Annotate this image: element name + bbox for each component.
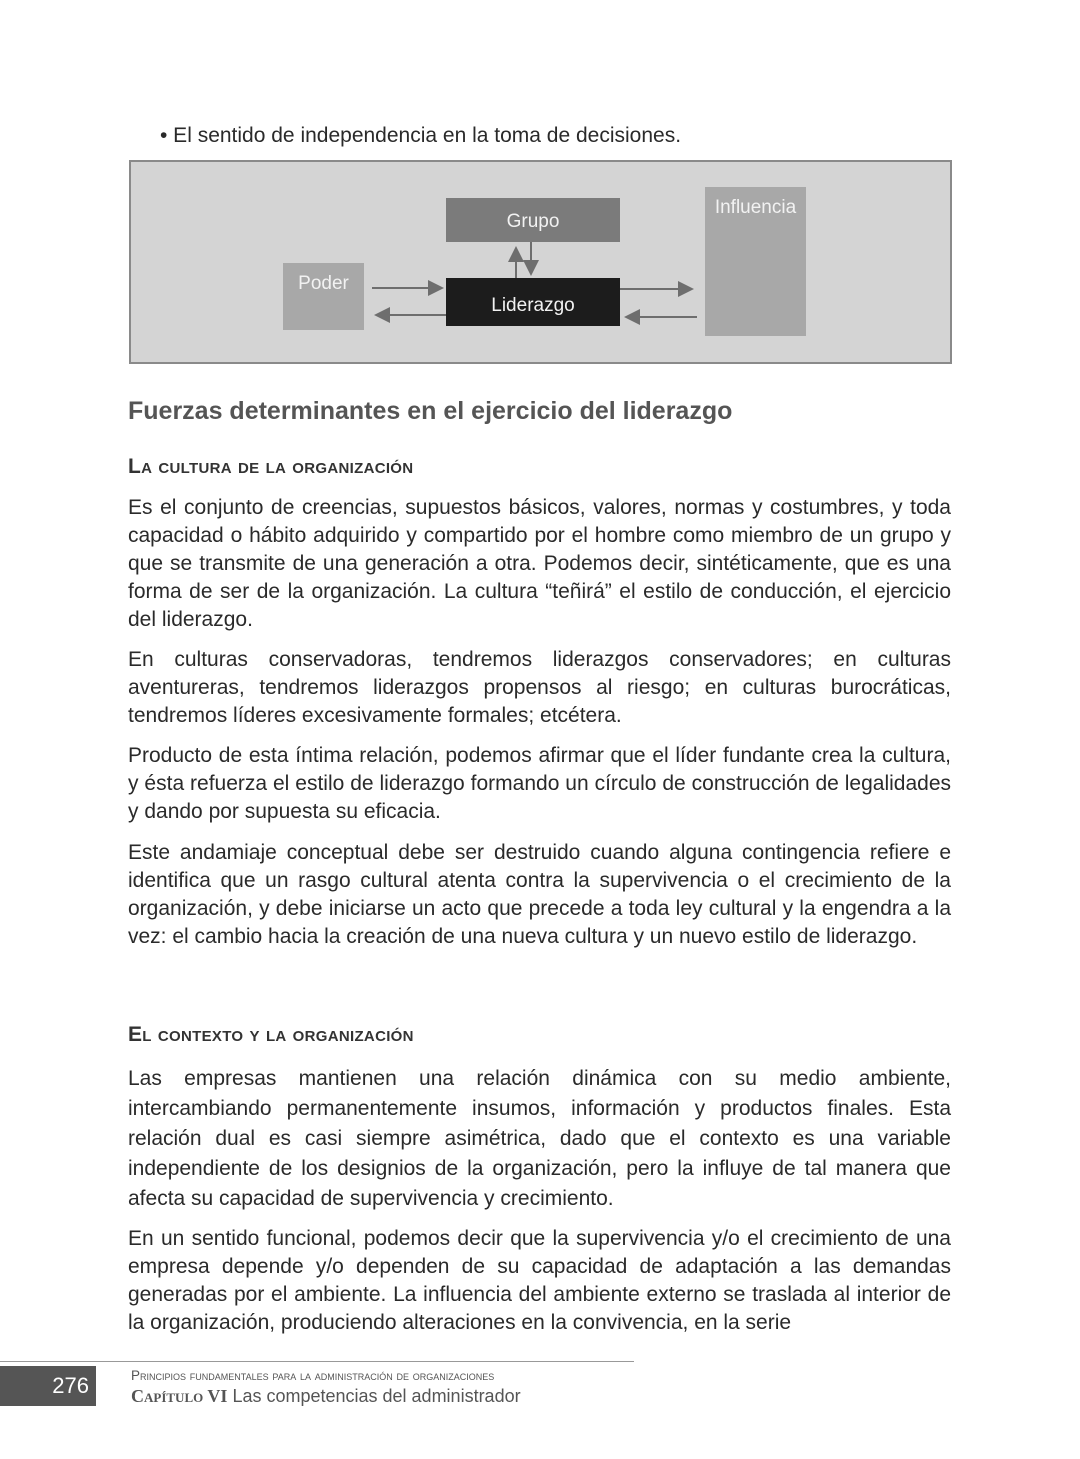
- diagram-box-poder: Poder: [283, 263, 364, 330]
- bullet-item: • El sentido de independencia en la toma de decisiones.: [160, 124, 682, 147]
- diagram-box-liderazgo: Liderazgo: [446, 278, 620, 326]
- paragraph: En culturas conservadoras, tendremos liderazgos conservadores; en culturas aventureras, tendremos liderazgos propensos al riesgo; en culturas burocráticas, tendremos líderes excesivamente formales; etcétera.: [128, 648, 951, 727]
- footer-divider: [0, 1361, 634, 1362]
- diagram-arrows: [131, 162, 950, 362]
- chapter-line: [131, 1386, 521, 1407]
- section-title: Fuerzas determinantes en el ejercicio del liderazgo: [128, 397, 733, 425]
- chapter-title: Las competencias del administrador: [232, 1386, 521, 1406]
- book-title: Principios fundamentales para la administración de organizaciones: [131, 1368, 495, 1383]
- diagram-box-grupo: Grupo: [446, 198, 620, 242]
- leadership-diagram: [129, 160, 952, 364]
- page-number: 276: [0, 1366, 96, 1406]
- chapter-label: Capítulo VI: [131, 1386, 228, 1406]
- paragraph: En un sentido funcional, podemos decir que la supervivencia y/o el crecimiento de una empresa depende y/o dependen de su capacidad de adaptación a las demandas generadas por el ambiente. La influencia del ambiente externo se traslada al interior de la organización, produciendo alteraciones en la convivencia, en la serie: [128, 1227, 951, 1334]
- paragraph: Las empresas mantienen una relación dinámica con su medio ambiente, intercambiando permanentemente insumos, información y productos finales. Esta relación dual es casi siempre asimétrica, dado que el contexto es una variable independiente de los designios de la organización, pero la influye de tal manera que afecta su capacidad de supervivencia y crecimiento.: [128, 1067, 951, 1210]
- paragraph: Es el conjunto de creencias, supuestos básicos, valores, normas y costumbres, y toda capacidad o hábito adquirido y compartido por el hombre como miembro de un grupo y que se transmite de una generación a otra. Podemos decir, sintéticamente, que es una forma de ser de la organización. La cultura “teñirá” el estilo de conducción, el ejercicio del liderazgo.: [128, 496, 951, 631]
- diagram-box-influencia: Influencia: [705, 187, 806, 336]
- subsection-title: El contexto y la organización: [128, 1023, 414, 1046]
- subsection-title: La cultura de la organización: [128, 455, 414, 478]
- paragraph: Este andamiaje conceptual debe ser destruido cuando alguna contingencia refiere e identifica que un rasgo cultural atenta contra la supervivencia o el crecimiento de la organización, y debe iniciarse un acto que precede a toda ley cultural y la engendra a la vez: el cambio hacia la creación de una nueva cultura y un nuevo estilo de liderazgo.: [128, 841, 951, 948]
- paragraph: Producto de esta íntima relación, podemos afirmar que el líder fundante crea la cultura, y ésta refuerza el estilo de liderazgo formando un círculo de construcción de legalidades y dando por supuesta su eficacia.: [128, 744, 951, 823]
